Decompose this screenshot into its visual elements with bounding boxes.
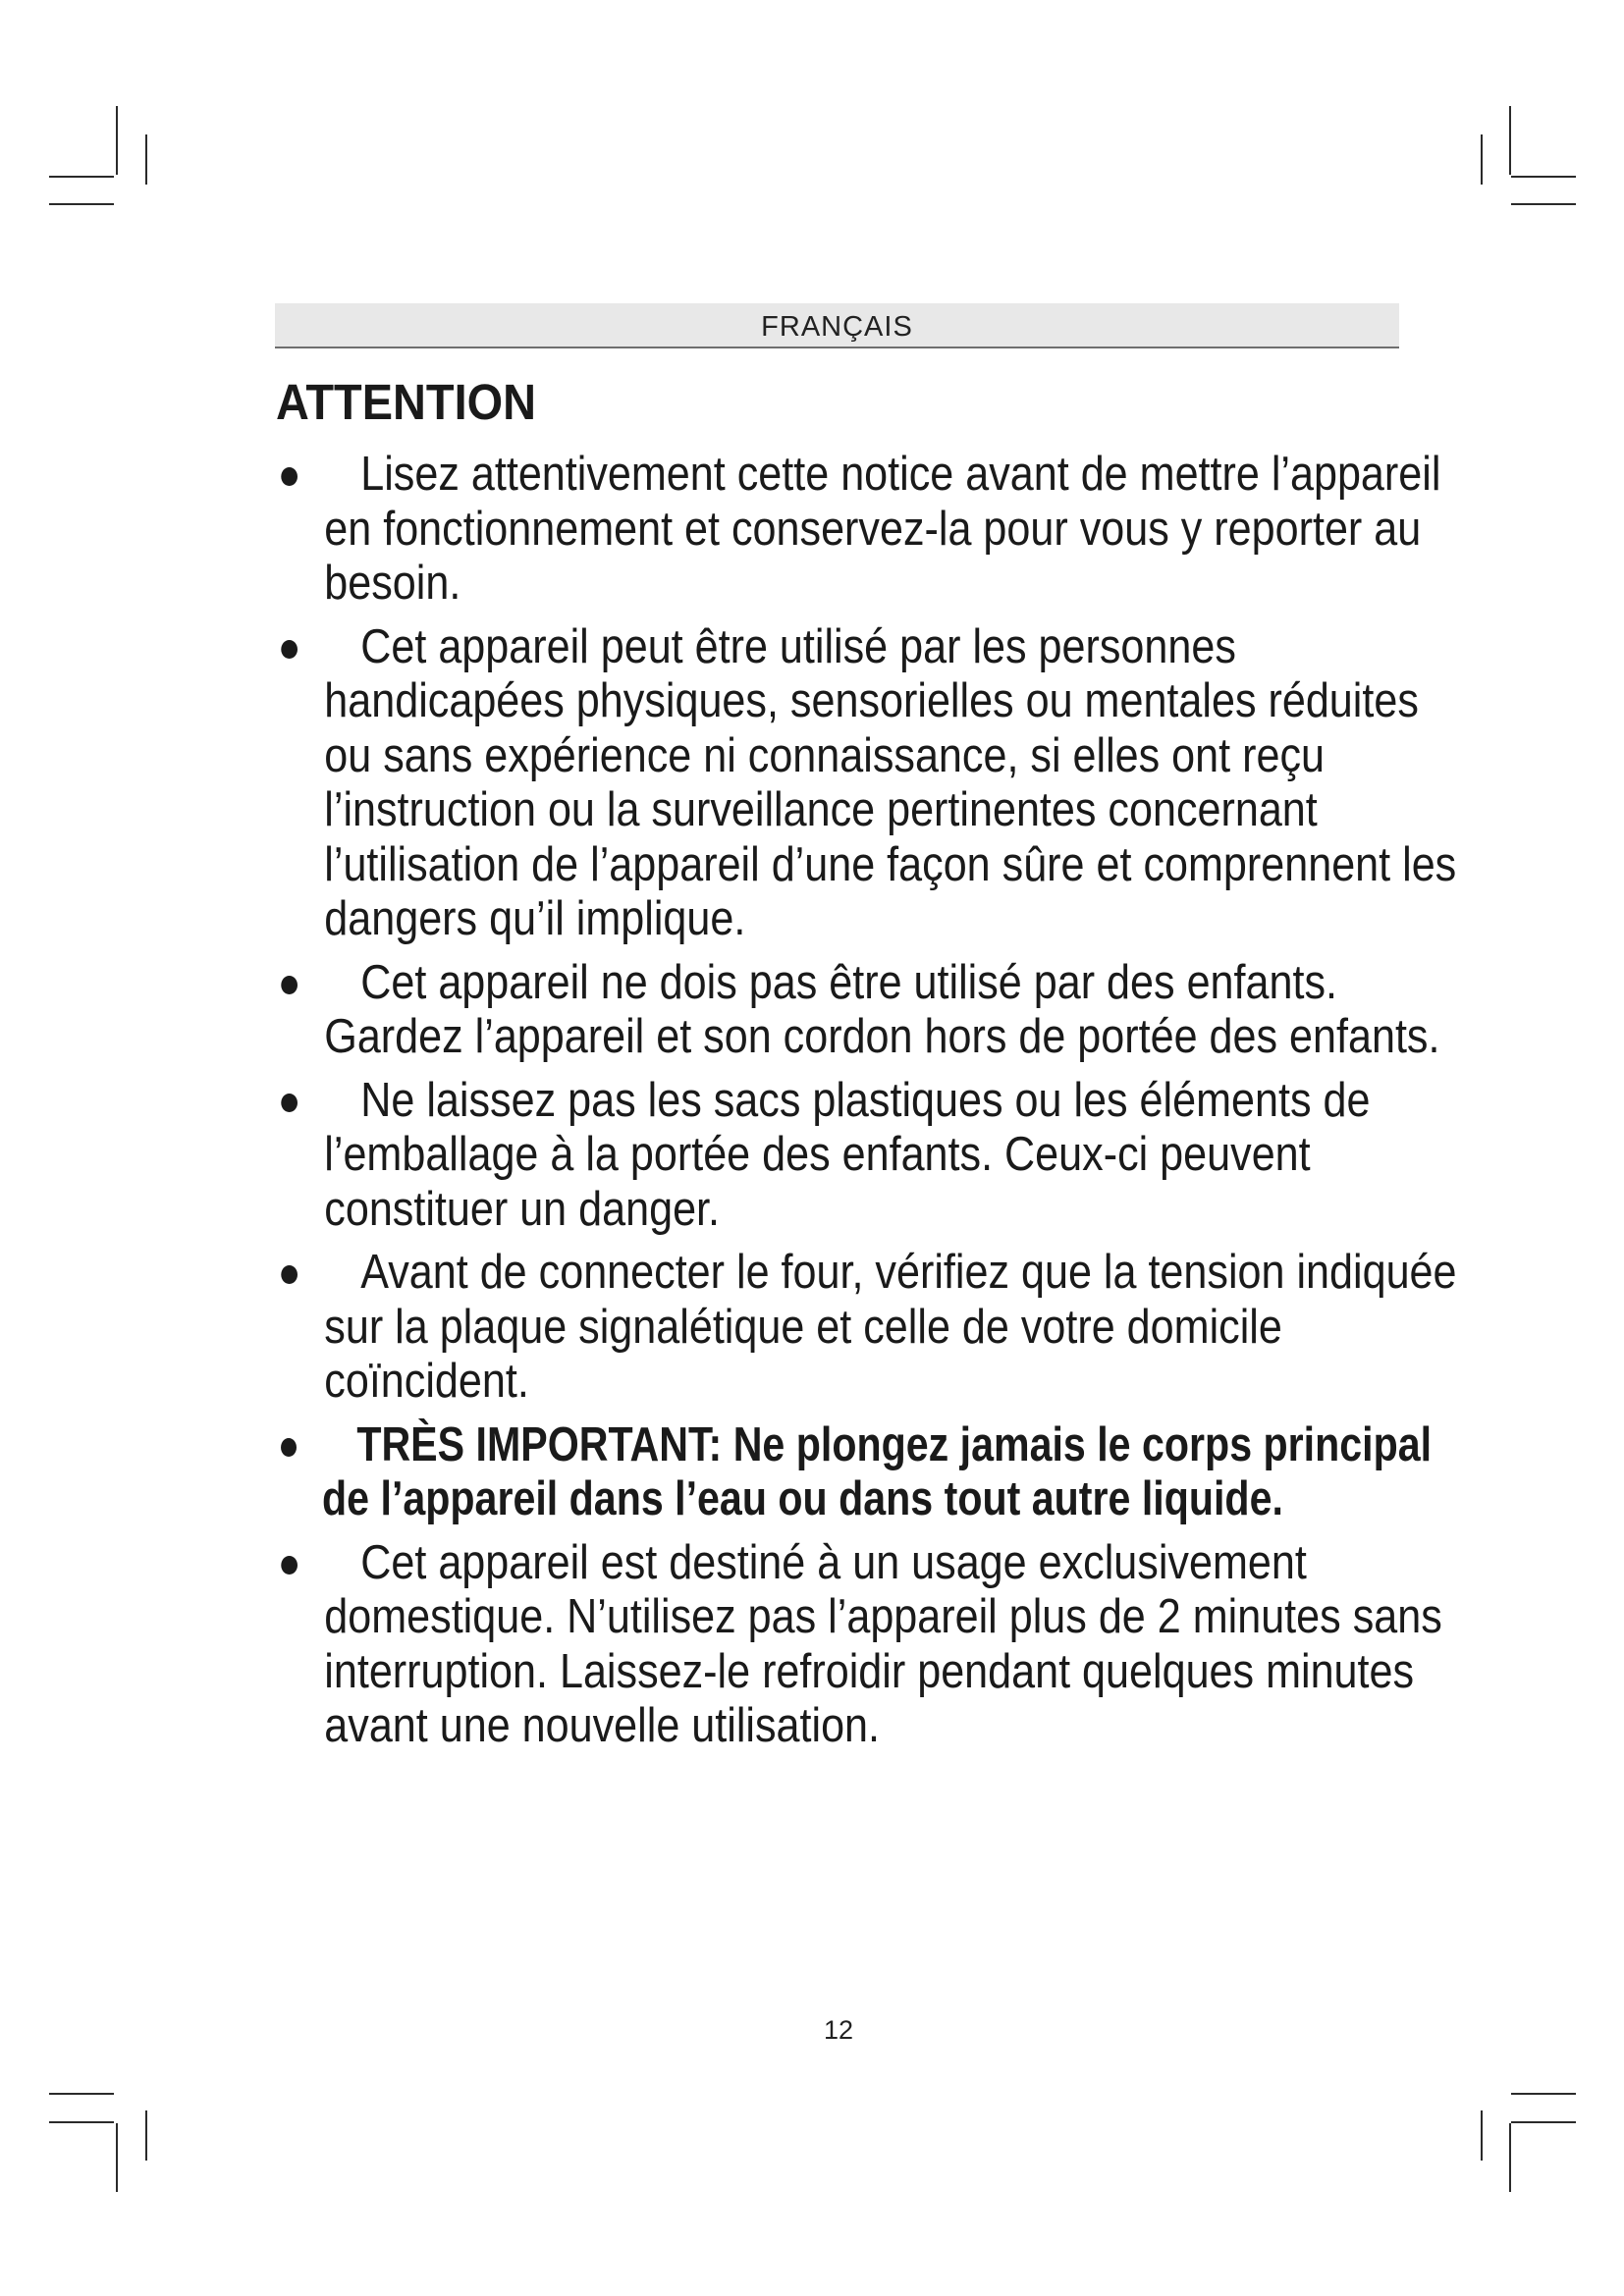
language-header: FRANÇAIS [275, 303, 1399, 348]
warning-item-domestic-use [276, 1536, 1474, 1754]
warning-item-reduced-capabilities [276, 620, 1474, 947]
bullet-icon [281, 976, 298, 994]
warning-item-packaging [276, 1074, 1474, 1238]
page-number: 12 [823, 2015, 854, 2045]
warning-text: Cet appareil ne dois pas être utilisé par des enfants. Gardez l’appareil et son cordon hors de portée des enfants. [324, 955, 1440, 1063]
page-title: ATTENTION [276, 374, 536, 430]
warning-text: Cet appareil est destiné à un usage exclusivement domestique. N’utilisez pas l’appareil plus de 2 minutes sans interruption. Laissez-le refroidir pendant quelques minutes avant une nouvelle utilisation. [324, 1535, 1442, 1752]
warning-item-read-manual [276, 448, 1474, 612]
warning-item-water-important [276, 1418, 1473, 1527]
warning-text: TRÈS IMPORTANT: Ne plongez jamais le corps principal de l’appareil dans l’eau ou dans tout autre liquide. [322, 1417, 1433, 1525]
warning-text: Avant de connecter le four, vérifiez que la tension indiquée sur la plaque signalétique et celle de votre domicile coïncident. [324, 1246, 1457, 1408]
warning-text: Lisez attentivement cette notice avant de mettre l’appareil en fonctionnement et conservez-la pour vous y reporter au besoin. [324, 448, 1441, 610]
warning-text: Cet appareil peut être utilisé par les personnes handicapées physiques, sensorielles ou mentales réduites ou sans expérience ni connaissance, si elles ont reçu l’instruction ou la surveillance pertinentes concernant l’utilisation de l’appareil d’une façon sûre et comprennent les dangers qu’il implique. [324, 619, 1457, 945]
warning-list [276, 448, 1457, 1763]
bullet-icon [281, 1556, 298, 1575]
bullet-icon [281, 467, 298, 486]
bullet-icon [281, 1094, 298, 1112]
bullet-icon [281, 640, 298, 659]
warning-text: Ne laissez pas les sacs plastiques ou les éléments de l’emballage à la portée des enfants. Ceux-ci peuvent constituer un danger. [324, 1073, 1371, 1236]
bullet-icon [281, 1265, 298, 1284]
warning-item-voltage [276, 1246, 1474, 1410]
bullet-icon [281, 1438, 297, 1457]
warning-item-children [276, 956, 1474, 1065]
